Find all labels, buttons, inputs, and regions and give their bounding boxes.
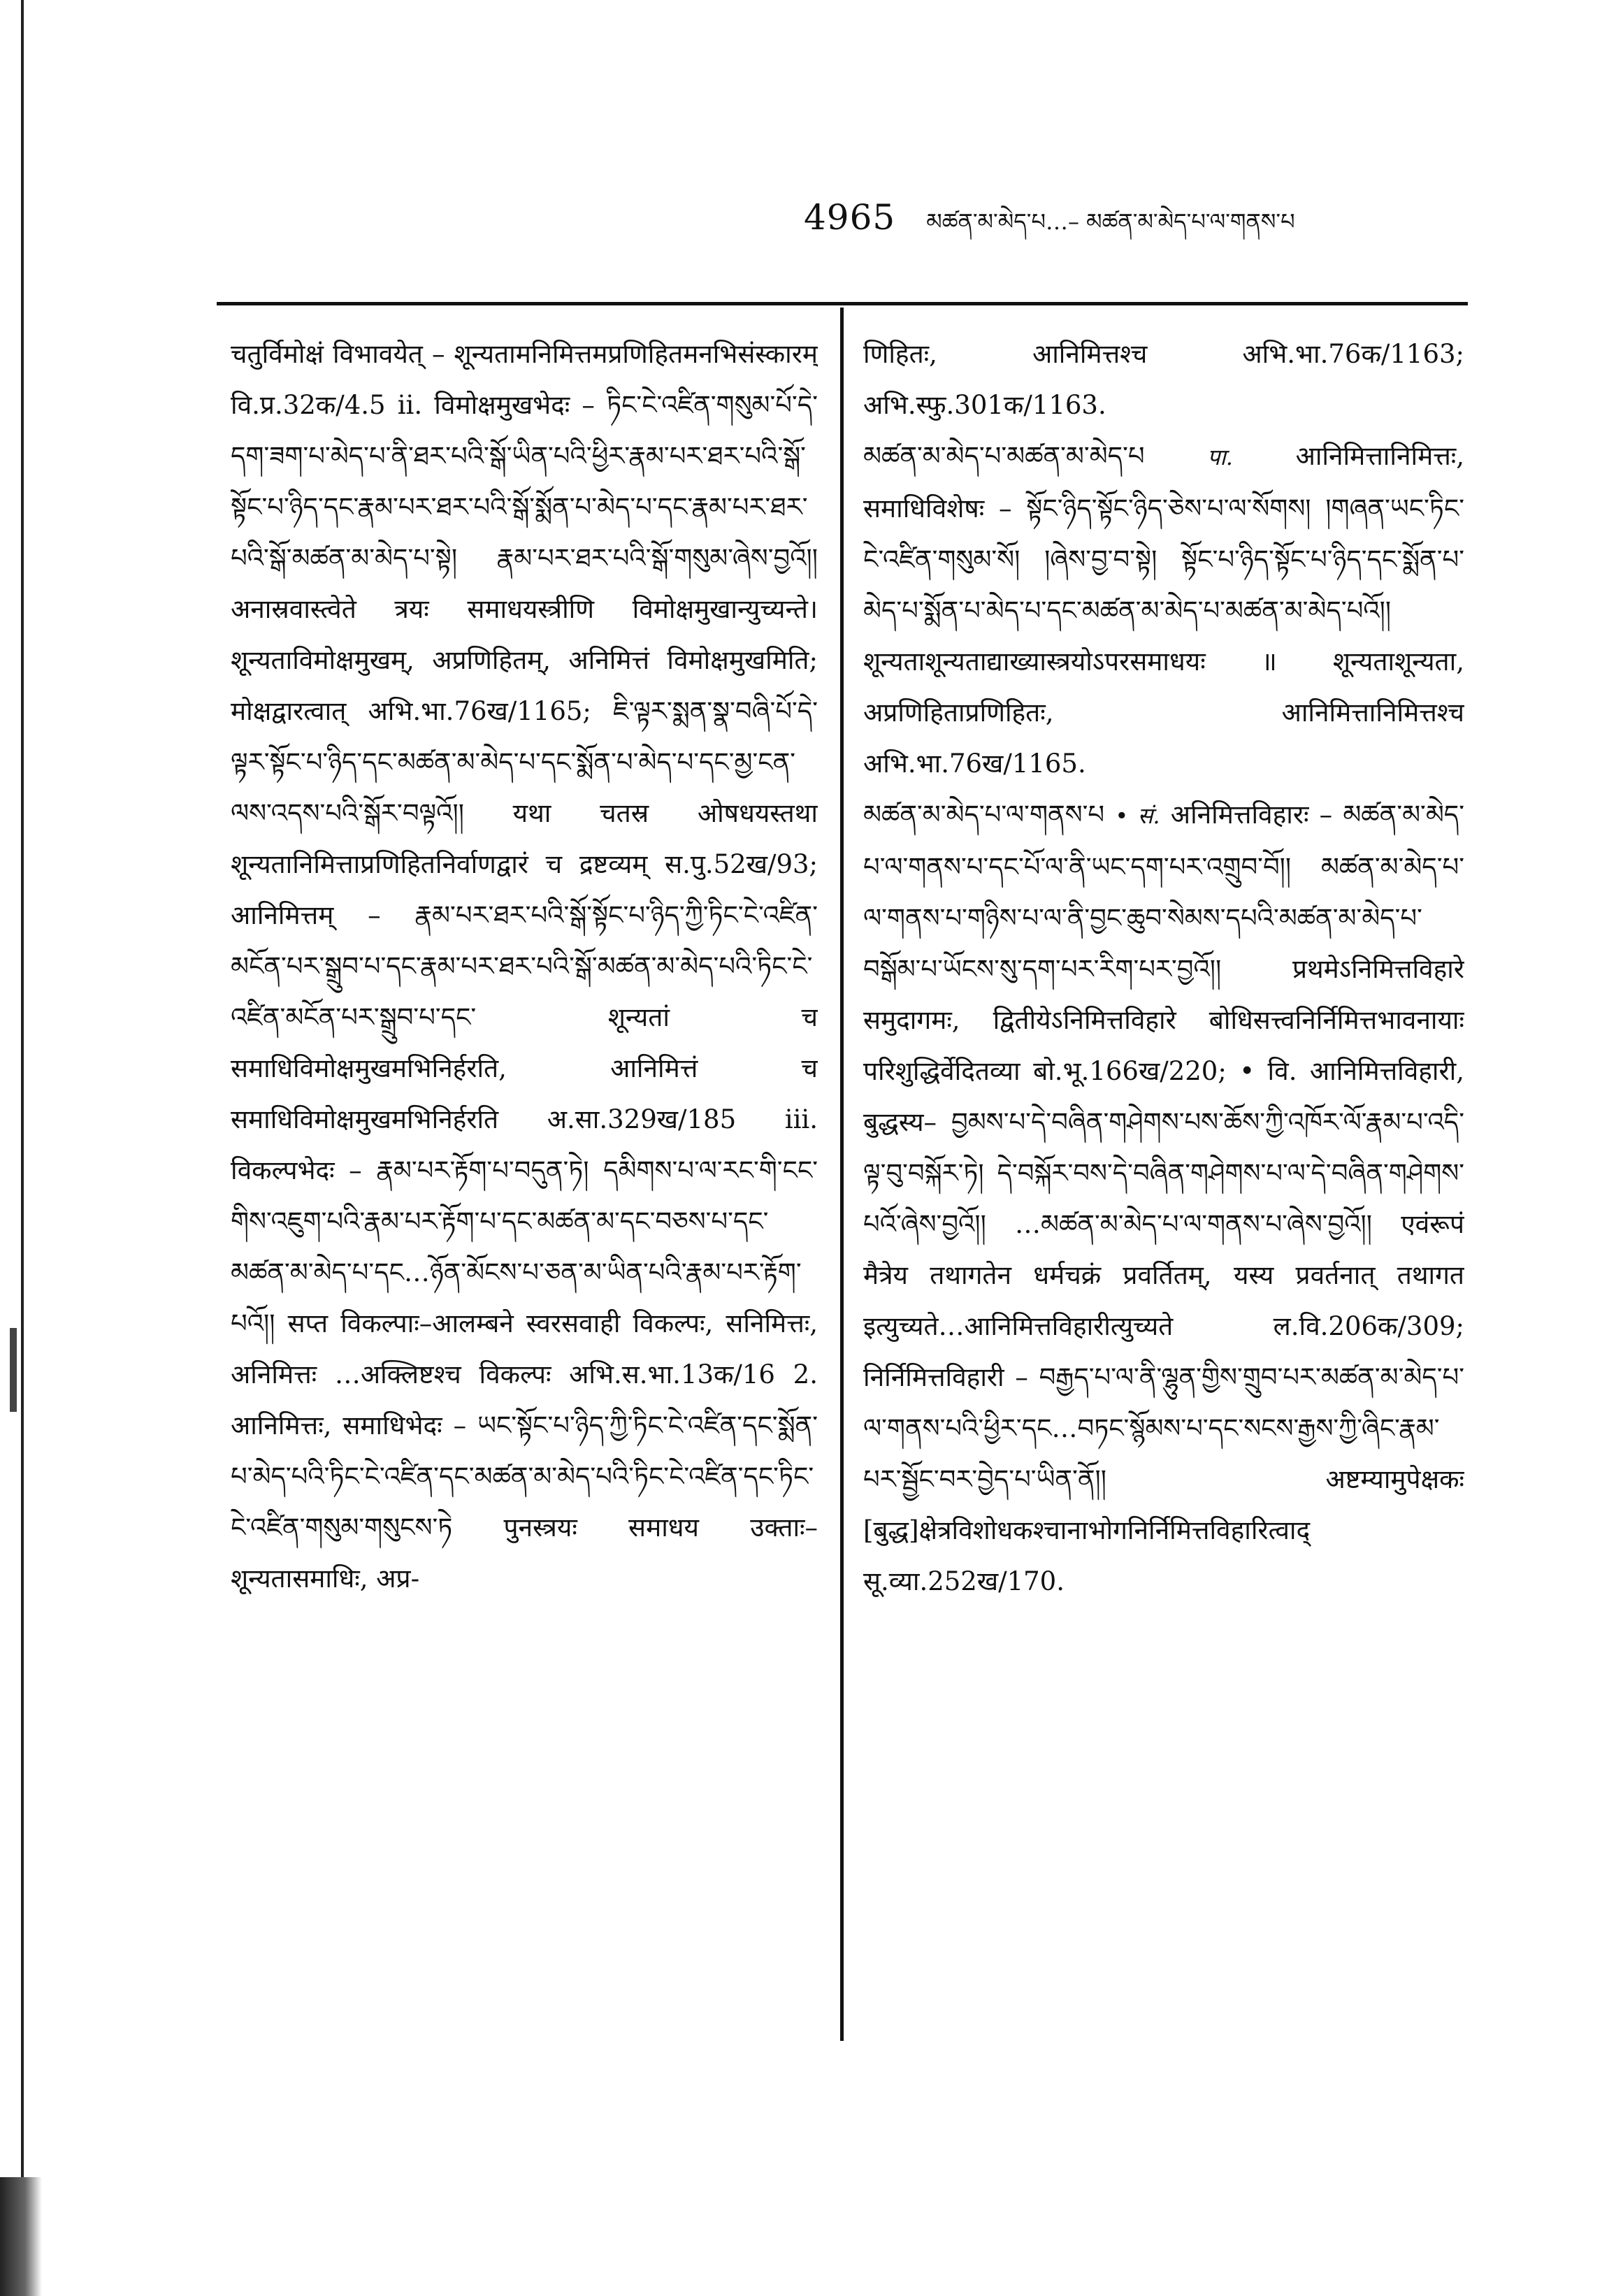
scan-edge-shadow — [21, 0, 24, 2296]
header-rule — [217, 302, 1468, 305]
entry-headword: མཚན་མ་མེད་པ་མཚན་མ་མེད་པ — [863, 441, 1145, 471]
dictionary-entry — [863, 431, 1464, 789]
column-divider — [840, 308, 844, 2041]
scan-edge-mark — [10, 1328, 17, 1412]
page-header — [804, 197, 1475, 246]
dictionary-entry — [863, 789, 1464, 1607]
entry-grammar-label: • सं. — [1115, 802, 1160, 829]
scan-corner-shadow — [0, 2177, 42, 2296]
entry-grammar-label: पा. — [1207, 444, 1233, 470]
right-column — [863, 328, 1464, 2027]
entry-body: आनिमित्तानिमित्तः, समाधिविशेषः – སྟོང་ཉིད་སྟོང་ཉིད་ཅེས་པ་ལ་སོགས། །གཞན་ཡང་ཏིང་ངེ་འཛིན་གསུམ་སོ། །ཞེས་བྱ་བ་སྟེ། སྟོང་པ་ཉིད་སྟོང་པ་ཉིད་དང་སྨོན་པ་མེད་པ་སྨོན་པ་མེད་པ་དང་མཚན་མ་མེད་པ་མཚན་མ་མེད་པའོ།། शून्यताशून्यताद्याख्यास्त्रयोऽपरसमाधयः ॥ शून्यताशून्यता, अप्रणिहिताप्रणिहितः, आनिमित्तानिमित्तश्च अभि.भा.76ख/1165. — [863, 441, 1464, 779]
right-column-intro: णिहितः, आनिमित्तश्च अभि.भा.76क/1163; अभि.स्फु.301क/1163. — [863, 339, 1464, 420]
page-number: 4965 — [804, 197, 896, 238]
left-column-text: चतुर्विमोक्षं विभावयेत् – शून्यतामनिमित्तमप्रणिहितमनभिसंस्कारम् वि.प्र.32क/4.5 ii. विमोक्षमुखभेदः – ཏིང་ངེ་འཛིན་གསུམ་པོ་དེ་དག་ཟག་པ་མེད་པ་ནི་ཐར་པའི་སྒོ་ཡིན་པའི་ཕྱིར་རྣམ་པར་ཐར་པའི་སྒོ་སྟོང་པ་ཉིད་དང་རྣམ་པར་ཐར་པའི་སྒོ་སྨོན་པ་མེད་པ་དང་རྣམ་པར་ཐར་པའི་སྒོ་མཚན་མ་མེད་པ་སྟེ། རྣམ་པར་ཐར་པའི་སྒོ་གསུམ་ཞེས་བྱའོ།། अनास्रवास्त्वेते त्रयः समाधयस्त्रीणि विमोक्षमुखान्युच्यन्ते। शून्यताविमोक्षमुखम्, अप्रणिहितम्, अनिमित्तं विमोक्षमुखमिति; मोक्षद्वारत्वात् अभि.भा.76ख/1165; ཇི་ལྟར་སྨན་སྣ་བཞི་པོ་དེ་ལྟར་སྟོང་པ་ཉིད་དང་མཚན་མ་མེད་པ་དང་སྨོན་པ་མེད་པ་དང་མྱ་ངན་ལས་འདས་པའི་སྒོར་བལྟའོ།། यथा चतस्र ओषधयस्तथा शून्यतानिमित्ताप्रणिहितनिर्वाणद्वारं च द्रष्टव्यम् स.पु.52ख/93; आनिमित्तम् – རྣམ་པར་ཐར་པའི་སྒོ་སྟོང་པ་ཉིད་ཀྱི་ཏིང་ངེ་འཛིན་མངོན་པར་སྒྲུབ་པ་དང་རྣམ་པར་ཐར་པའི་སྒོ་མཚན་མ་མེད་པའི་ཏིང་ངེ་འཛིན་མངོན་པར་སྒྲུབ་པ་དང་ शून्यतां च समाधिविमोक्षमुखमभिनिर्हरति, आनिमित्तं च समाधिविमोक्षमुखमभिनिर्हरति अ.सा.329ख/185 iii. विकल्पभेदः – རྣམ་པར་རྟོག་པ་བདུན་ཏེ། དམིགས་པ་ལ་རང་གི་ངང་གིས་འཇུག་པའི་རྣམ་པར་རྟོག་པ་དང་མཚན་མ་དང་བཅས་པ་དང་མཚན་མ་མེད་པ་དང…ཉོན་མོངས་པ་ཅན་མ་ཡིན་པའི་རྣམ་པར་རྟོག་པའོ།། सप्त विकल्पाः–आलम्बने स्वरसवाही विकल्पः, सनिमित्तः, अनिमित्तः …अक्लिष्टश्च विकल्पः अभि.स.भा.13क/16 2. आनिमित्तः, समाधिभेदः – ཡང་སྟོང་པ་ཉིད་ཀྱི་ཏིང་ངེ་འཛིན་དང་སྨོན་པ་མེད་པའི་ཏིང་ངེ་འཛིན་དང་མཚན་མ་མེད་པའི་ཏིང་ངེ་འཛིན་དང་ཏིང་ངེ་འཛིན་གསུམ་གསུངས་ཏེ पुनस्त्रयः समाधय उक्ताः–शून्यतासमाधिः, अप्र- — [231, 339, 818, 1594]
running-head: མཚན་མ་མེད་པ…– མཚན་མ་མེད་པ་ལ་གནས་པ — [926, 208, 1295, 235]
left-column — [231, 328, 818, 2195]
entry-headword: མཚན་མ་མེད་པ་ལ་གནས་པ — [863, 800, 1105, 830]
entry-body: अनिमित्तविहारः – མཚན་མ་མེད་པ་ལ་གནས་པ་དང་པོ་ལ་ནི་ཡང་དག་པར་འགྲུབ་བོ།། མཚན་མ་མེད་པ་ལ་གནས་པ་གཉིས་པ་ལ་ནི་བྱང་ཆུབ་སེམས་དཔའི་མཚན་མ་མེད་པ་བསྒོམ་པ་ཡོངས་སུ་དག་པར་རིག་པར་བྱའོ།། प्रथमेऽनिमित्तविहारे समुदागमः, द्वितीयेऽनिमित्तविहारे बोधिसत्त्वनिर्निमित्तभावनायाः परिशुद्धिर्वेदितव्या बो.भू.166ख/220; • वि. आनिमित्तविहारी, बुद्धस्य– བྱམས་པ་དེ་བཞིན་གཤེགས་པས་ཆོས་ཀྱི་འཁོར་ལོ་རྣམ་པ་འདི་ལྟ་བུ་བསྐོར་ཏེ། དེ་བསྐོར་བས་དེ་བཞིན་གཤེགས་པ་ལ་དེ་བཞིན་གཤེགས་པའོ་ཞེས་བྱའོ།། …མཚན་མ་མེད་པ་ལ་གནས་པ་ཞེས་བྱའོ།། एवंरूपं मैत्रेय तथागतेन धर्मचक्रं प्रवर्तितम्, यस्य प्रवर्तनात् तथागत इत्युच्यते…आनिमित्तविहारीत्युच्यते ल.वि.206क/309; निर्निमित्तविहारी – བརྒྱད་པ་ལ་ནི་ལྷུན་གྱིས་གྲུབ་པར་མཚན་མ་མེད་པ་ལ་གནས་པའི་ཕྱིར་དང…བཏང་སྙོམས་པ་དང་སངས་རྒྱས་ཀྱི་ཞིང་རྣམ་པར་སྦྱོང་བར་བྱེད་པ་ཡིན་ནོ།། अष्टम्यामुपेक्षकः [बुद्ध]क्षेत्रविशोधकश्चानाभोगनिर्निमित्तविहारित्वाद् सू.व्या.252ख/170. — [863, 800, 1464, 1596]
